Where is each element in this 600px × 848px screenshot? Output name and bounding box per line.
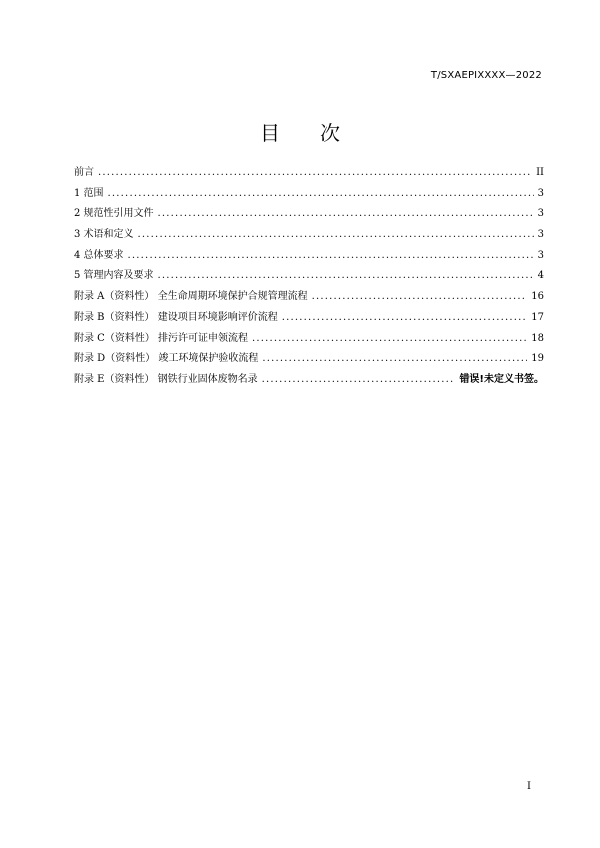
title-char-1: 目	[260, 121, 280, 145]
toc-entry-scope[interactable]	[74, 184, 544, 205]
toc-entry-page: 16	[531, 291, 544, 303]
toc-leader-dots	[128, 246, 534, 266]
toc-leader-dots	[252, 329, 527, 349]
toc-entry-appendix-e[interactable]	[74, 370, 544, 391]
toc-leader-dots	[138, 225, 534, 245]
toc-entry-appendix-a[interactable]	[74, 287, 544, 308]
toc-entry-label: 附录 A（资料性） 全生命周期环境保护合规管理流程	[74, 291, 308, 303]
toc-entry-page: II	[536, 167, 544, 178]
toc-entry-page: 3	[537, 208, 544, 220]
toc-entry-terms-definitions[interactable]	[74, 225, 544, 246]
toc-leader-dots	[262, 349, 527, 369]
toc-entry-page: 3	[537, 249, 544, 261]
toc-leader-dots	[312, 287, 528, 307]
toc-entry-label: 4 总体要求	[74, 249, 124, 261]
toc-leader-dots	[282, 308, 528, 328]
toc-leader-dots	[98, 163, 532, 183]
toc-entry-label: 前言	[74, 167, 94, 178]
toc-entry-appendix-d[interactable]	[74, 349, 544, 370]
toc-entry-page: 3	[537, 229, 544, 241]
toc-entry-label: 附录 E（资料性） 钢铁行业固体废物名录	[74, 373, 258, 385]
toc-entry-label: 附录 B（资料性） 建设项目环境影响评价流程	[74, 311, 278, 323]
toc-leader-dots	[158, 204, 534, 224]
toc-entry-page-error: 错误!未定义书签。	[459, 373, 544, 385]
title-char-2: 次	[320, 121, 340, 145]
toc-entry-label: 附录 C（资料性） 排污许可证申领流程	[74, 332, 249, 344]
toc-entry-label: 1 范围	[74, 187, 104, 199]
toc-entry-appendix-b[interactable]	[74, 308, 544, 329]
table-of-contents	[74, 163, 544, 391]
toc-entry-label: 2 规范性引用文件	[74, 208, 154, 220]
toc-entry-general-requirements[interactable]	[74, 246, 544, 267]
page-number: I	[527, 781, 531, 792]
toc-leader-dots	[262, 370, 456, 390]
toc-entry-appendix-c[interactable]	[74, 329, 544, 350]
toc-entry-label: 附录 D（资料性） 竣工环境保护验收流程	[74, 353, 259, 365]
page-title	[0, 117, 600, 146]
toc-entry-label: 3 术语和定义	[74, 229, 134, 241]
toc-entry-normative-references[interactable]	[74, 204, 544, 225]
toc-leader-dots	[158, 266, 534, 286]
toc-entry-foreword[interactable]	[74, 163, 544, 184]
toc-entry-label: 5 管理内容及要求	[74, 270, 154, 282]
toc-entry-page: 18	[531, 332, 544, 344]
toc-leader-dots	[108, 184, 534, 204]
toc-entry-page: 17	[531, 311, 544, 323]
toc-entry-management-content[interactable]	[74, 266, 544, 287]
document-code: T/SXAEPIXXXX—2022	[430, 70, 542, 81]
toc-entry-page: 19	[531, 353, 544, 365]
toc-entry-page: 3	[537, 187, 544, 199]
toc-entry-page: 4	[537, 270, 544, 282]
